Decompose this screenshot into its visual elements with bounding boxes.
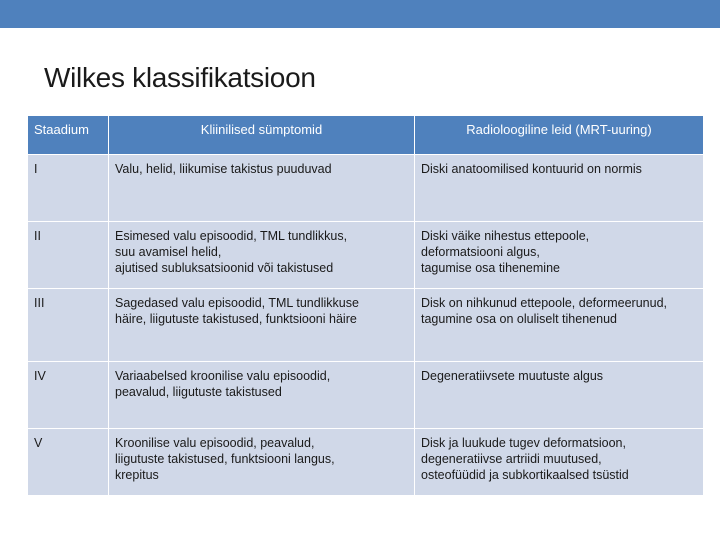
table-row (28, 429, 704, 496)
radiological-cell (415, 289, 704, 362)
radiological-cell (415, 222, 704, 289)
table-header-row (28, 116, 704, 155)
radiological-cell (415, 155, 704, 222)
header-radiological-finding: Radioloogiline leid (MRT-uuring) (415, 116, 704, 155)
cell-line: tagumise osa tihenemine (421, 261, 560, 275)
radiological-cell (415, 362, 704, 429)
table-row (28, 289, 704, 362)
stage-cell: IV (28, 362, 109, 429)
cell-line: Sagedased valu episoodid, TML tundlikkuse (115, 296, 359, 310)
stage-cell: II (28, 222, 109, 289)
cell-line: Degeneratiivsete muutuste algus (421, 369, 604, 383)
cell-line: ajutised subluksatsioonid või takistused (115, 261, 334, 275)
cell-line: degeneratiivse artriidi muutused, (421, 452, 602, 466)
cell-line: Diski anatoomilised kontuurid on normis (421, 162, 642, 176)
cell-line: tagumine osa on oluliselt tihenenud (421, 312, 617, 326)
cell-line: suu avamisel helid, (115, 245, 222, 259)
stage-cell: III (28, 289, 109, 362)
cell-line: Disk ja luukude tugev deformatsioon, (421, 436, 626, 450)
table-row (28, 155, 704, 222)
clinical-cell (109, 155, 415, 222)
table-row (28, 222, 704, 289)
table-row (28, 362, 704, 429)
stage-cell: V (28, 429, 109, 496)
cell-line: Diski väike nihestus ettepoole, (421, 229, 590, 243)
cell-line: Esimesed valu episoodid, TML tundlikkus, (115, 229, 348, 243)
clinical-cell (109, 362, 415, 429)
cell-line: liigutuste takistused, funktsiooni langus, (115, 452, 335, 466)
cell-line: Kroonilise valu episoodid, peavalud, (115, 436, 315, 450)
clinical-cell (109, 289, 415, 362)
cell-line: krepitus (115, 468, 159, 482)
cell-line: häire, liigutuste takistused, funktsiooni häire (115, 312, 357, 326)
wilkes-classification-table (27, 115, 704, 496)
cell-line: osteofüüdid ja subkortikaalsed tsüstid (421, 468, 629, 482)
cell-line: peavalud, liigutuste takistused (115, 385, 282, 399)
top-accent-bar (0, 0, 720, 28)
header-stage: Staadium (28, 116, 109, 155)
radiological-cell (415, 429, 704, 496)
page-title: Wilkes klassifikatsioon (44, 62, 316, 93)
clinical-cell (109, 429, 415, 496)
clinical-cell (109, 222, 415, 289)
cell-line: Valu, helid, liikumise takistus puuduvad (115, 162, 332, 176)
cell-line: Disk on nihkunud ettepoole, deformeerunud, (421, 296, 667, 310)
header-clinical-symptoms: Kliinilised sümptomid (109, 116, 415, 155)
stage-cell: I (28, 155, 109, 222)
cell-line: deformatsiooni algus, (421, 245, 540, 259)
cell-line: Variaabelsed kroonilise valu episoodid, (115, 369, 331, 383)
